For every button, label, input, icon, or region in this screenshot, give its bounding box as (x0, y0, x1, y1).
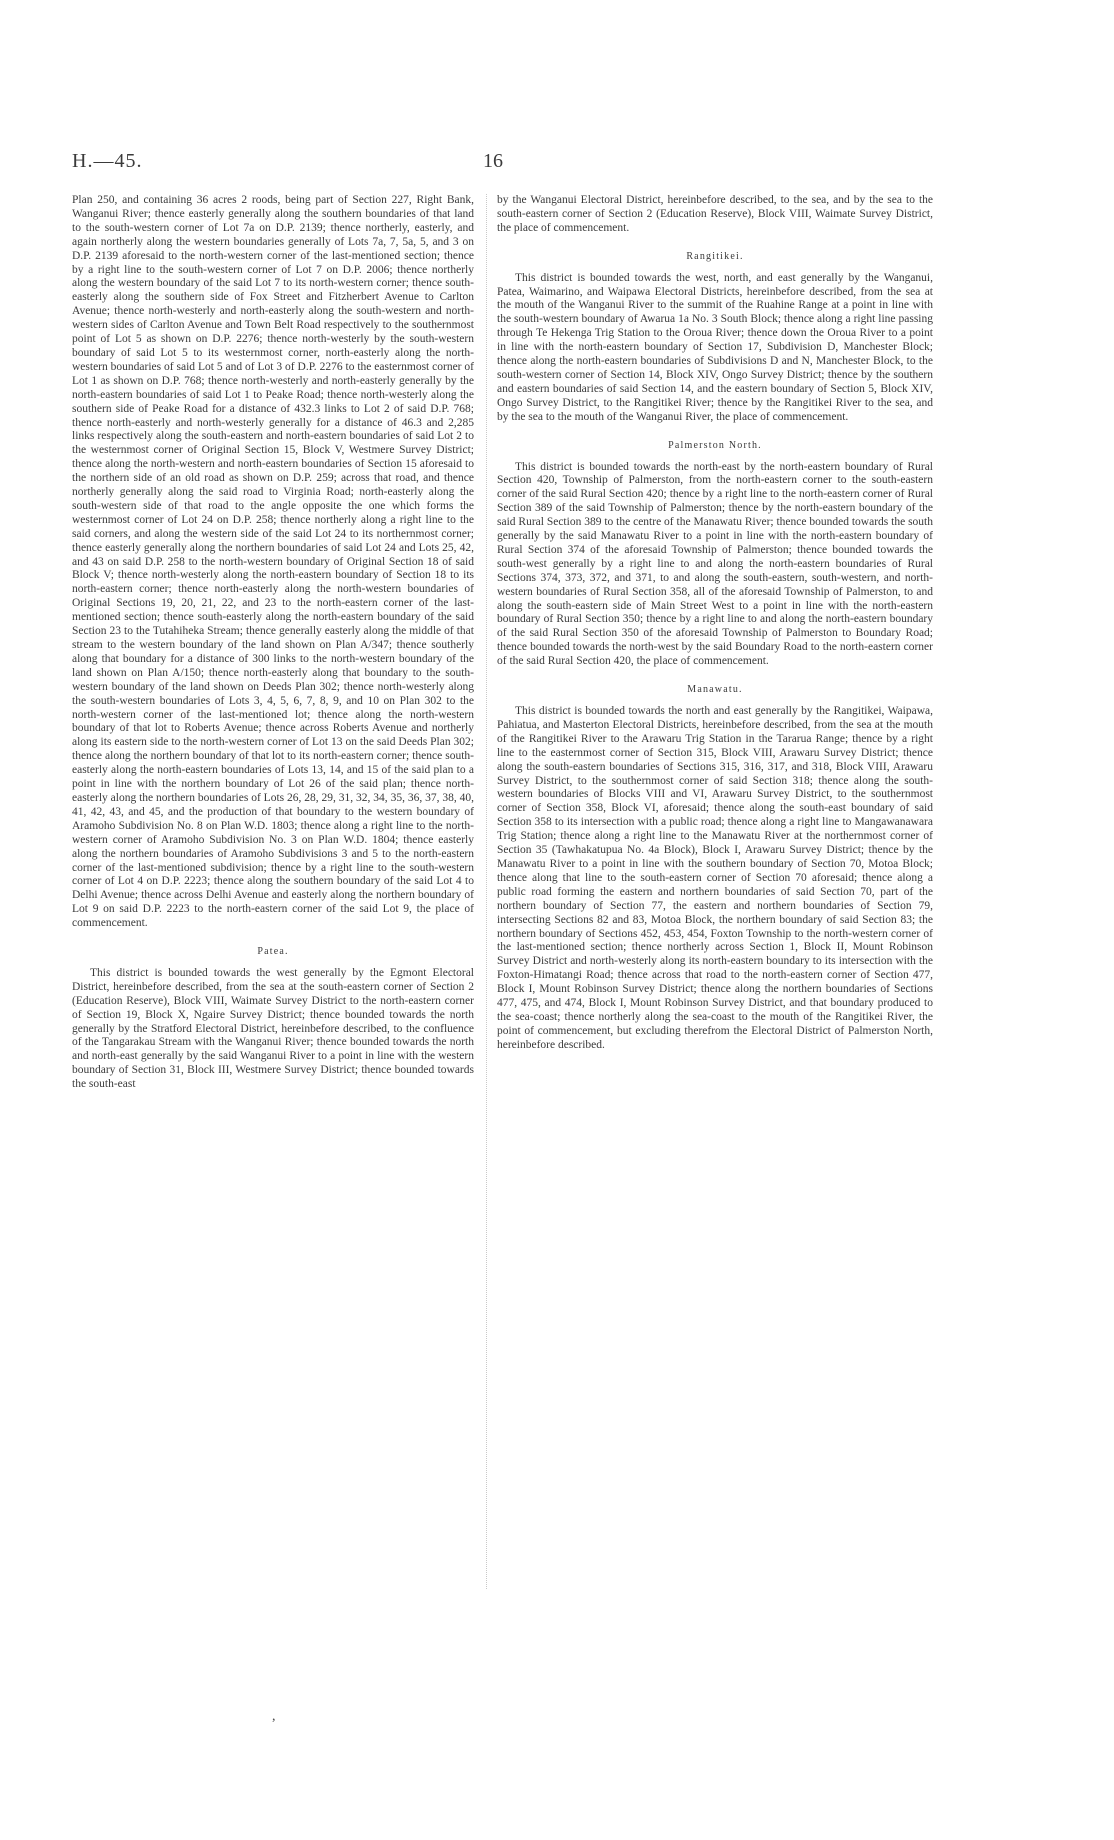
palmerston-north-text: This district is bounded towards the north-east by the north-eastern boundary of Rural Section 420, Township of Palmerston, from the north-eastern corner to the south-eastern corner of the said Rural Section 420; thence by a right line to the north-eastern corner of Rural Section 389 of the said Township of Palmerston; thence by the north-eastern boundary of the said Rural Section 389 to the centre of the Manawatu River; thence bounded towards the south generally by the said Manawatu River to a point in line with the north-eastern boundary of Rural Section 374 of the aforesaid Township of Palmerston; thence bounded towards the south-west generally by a right line to and along the north-eastern boundaries of Rural Sections 374, 373, 372, and 371, to and along the south-eastern, south-western, and north-western boundaries of Rural Section 358, all of the aforesaid Township of Palmerston, to and along the south-eastern side of Main Street West to a point in line with the north-eastern boundary of Rural Section 350; thence by a right line to and along the north-eastern boundary of the said Rural Section 350 of the aforesaid Township of Palmerston to Boundary Road; thence bounded towards the north-west by the said Boundary Road to the north-eastern corner of the said Rural Section 420, the place of commencement. (497, 460, 933, 668)
patea-continuation-text: by the Wanganui Electoral District, hereinbefore described, to the sea, and by the sea to the south-eastern corner of Section 2 (Education Reserve), Block VIII, Waimate Survey District, the place of commencement. (497, 194, 933, 234)
stray-mark: , (272, 1709, 276, 1724)
document-reference: H.—45. (72, 150, 143, 172)
wanganui-continuation-text: Plan 250, and containing 36 acres 2 roods, being part of Section 227, Right Bank, Wanganui River; thence easterly generally along the southern boundaries of that land to the south-western corner of Lot 7a on D.P. 2139; thence northerly, easterly, and again northerly along the western boundaries generally of Lots 7a, 7, 5a, 5, and 3 on D.P. 2139 aforesaid to the north-western corner of the last-mentioned section; thence by a right line to the south-western corner of Lot 7 on D.P. 2006; thence northerly along the western boundary of the said Lot 7 to its north-western corner; thence south-easterly along the southern side of Fox Street and Fitzherbert Avenue to Carlton Avenue; thence north-westerly and north-easterly along the south-western and north-western sides of Carlton Avenue and Town Belt Road respectively to the southernmost point of Lot 5 as shown on D.P. 2276; thence north-westerly by the south-western boundary of said Lot 5 to its westernmost corner, north-easterly along the north-western boundaries of said Lot 5 and of Lot 3 of D.P. 2276 to the easternmost corner of Lot 1 as shown on D.P. 768; thence north-westerly and north-easterly generally by the north-eastern boundaries of said Lot 1 to Peake Road; thence north-westerly along the southern side of Peake Road for a distance of 432.3 links to Lot 2 of said D.P. 768; thence north-easterly and north-westerly generally for a distance of 46.3 and 2,285 links respectively along the south-eastern and north-eastern boundaries of said Lot 2 to the westernmost corner of Original Section 15, Block V, Westmere Survey District; thence along the north-western and north-eastern boundaries of Section 15 aforesaid to the northern side of an old road as shown on D.P. 259; across that road, and thence northerly generally along the said road to Virginia Road; north-easterly along the south-western side of that road to the angle opposite the one which forms the westernmost corner of Lot 24 on D.P. 258; thence northerly along a right line to the said corners, and along the western side of the said Lot 24 to its northernmost corner; thence easterly generally along the northern boundaries of said Lot 24 and Lots 25, 42, and 43 on said D.P. 258 to the north-western boundary of Original Section 18 of said Block V; thence north-westerly along the north-eastern boundary of Section 18 to its north-eastern corner; thence north-easterly along the north-western boundaries of Original Sections 19, 20, 21, 22, and 23 to the north-eastern corner of the last-mentioned section; thence south-easterly along the north-eastern boundary of the said Section 23 to the Tutahiheka Stream; thence generally easterly along the middle of that stream to the western boundary of the land shown on Plan A/347; thence southerly along that boundary for a distance of 300 links to the north-western boundary of the land shown on Plan A/150; thence north-easterly along that boundary to the south-western boundary of the land shown on Deeds Plan 302; thence north-westerly along the south-western boundaries of Lots 3, 4, 5, 6, 7, 8, 9, and 10 on Plan 302 to the north-western corner of the last-mentioned lot; thence along the north-western boundary of that lot to Roberts Avenue; thence across Roberts Avenue and northerly along its eastern side to the north-western corner of Lot 13 on the said Deeds Plan 302; thence along the northern boundary of that lot to its north-eastern corner; thence south-easterly along the north-eastern boundaries of Lots 13, 14, and 15 of the said plan to a point in line with the northern boundary of Lot 26 of the said plan; thence north-easterly along the northern boundaries of Lots 26, 28, 29, 31, 32, 34, 35, 36, 37, 38, 40, 41, 42, 43, and 45, and the production of that boundary to the western boundary of Aramoho Subdivision No. 8 on Plan W.D. 1803; thence along a right line to the north-western corner of Aramoho Subdivision No. 3 on Plan W.D. 1804; thence easterly along the northern boundaries of Aramoho Subdivisions 3 and 5 to the north-eastern corner of the last-mentioned subdivision; thence by a right line to the south-western corner of Lot 4 on D.P. 2223; thence along the southern boundary of the said Lot 4 to Delhi Avenue; thence across Delhi Avenue and easterly along the northern boundary of Lot 9 on said D.P. 2223 to the north-eastern corner of the said Lot 9, the place of commencement. (72, 194, 474, 930)
rangitikei-text: This district is bounded towards the west, north, and east generally by the Wanganui, Patea, Waimarino, and Waipawa Electoral Districts, hereinbefore described, from the sea at the mouth of the Wanganui River to the summit of the Ruahine Range at a point in line with the south-western boundary of Awarua 1a No. 3 South Block; thence along a right line passing through Te Hekenga Trig Station to the Oroua River; thence down the Oroua River to a point in line with the north-eastern boundary of Section 17, Subdivision D, Manchester Block; thence along the north-eastern boundaries of Subdivisions D and N, Manchester Block, to the south-western corner of Section 14, Block XIV, Ongo Survey District; thence by the southern and eastern boundaries of said Section 14, and the eastern boundary of Section 5, Block XIV, Ongo Survey District, to the Rangitikei River; thence by the Rangitikei River to the sea, and by the sea to the mouth of the Wanganui River, the place of commencement. (497, 271, 933, 423)
section-heading-palmerston-north: Palmerston North. (668, 439, 762, 451)
left-column (72, 194, 474, 1092)
section-heading-patea: Patea. (257, 946, 289, 958)
right-column (497, 194, 933, 1053)
page-number: 16 (483, 150, 503, 172)
manawatu-text: This district is bounded towards the north and east generally by the Rangitikei, Waipawa, Pahiatua, and Masterton Electoral Districts, hereinbefore described, from the sea at the mouth of the Rangitikei River to the Arawaru Trig Station in the Tararua Range; thence by a right line to the easternmost corner of Section 315, Block VIII, Arawaru Survey District; thence along the south-eastern boundaries of Sections 315, 316, 317, and 318, Block VIII, Arawaru Survey District, to the southernmost corner of said Section 318; thence along the south-western boundaries of Blocks VIII and VI, Arawaru Survey District, to the southernmost corner of Section 358, Block VI, aforesaid; thence along the south-east boundary of said Section 358 to its intersection with a public road; thence along a right line to Mangawanawara Trig Station; thence along a right line to the Manawatu River at the northernmost corner of Section 35 (Tawhakatupua No. 4a Block), Block I, Arawaru Survey District; thence by the Manawatu River to a point in line with the southern boundary of Section 70, Motoa Block; thence along that line to the south-eastern corner of Section 70 aforesaid; thence along a public road forming the eastern and northern boundaries of said Section 70, part of the northern boundary of Section 77, the eastern and northern boundaries of Section 79, intersecting Sections 82 and 83, Motoa Block, the northern boundary of said Section 83; the northern boundary of Sections 452, 453, 454, Foxton Township to the north-western corner of the last-mentioned section; thence northerly across Section 1, Block II, Mount Robinson Survey District and north-westerly along its north-eastern boundary to its intersection with the Foxton-Himatangi Road; thence across that road to the north-eastern corner of Section 477, Block I, Mount Robinson Survey District; thence along the northern boundaries of Sections 477, 475, and 474, Block I, Mount Robinson Survey District, and that boundary produced to the sea-coast; thence northerly along the sea-coast to the mouth of the Rangitikei River, the point of commencement, but excluding therefrom the Electoral District of Palmerston North, hereinbefore described. (497, 705, 933, 1051)
patea-text: This district is bounded towards the west generally by the Egmont Electoral District, hereinbefore described, from the sea at the south-eastern corner of Section 2 (Education Reserve), Block VIII, Waimate Survey District to the north-eastern corner of Section 19, Block X, Ngaire Survey District; thence bounded towards the north generally by the Stratford Electoral District, hereinbefore described, to the confluence of the Tangarakau Stream with the Wanganui River; thence bounded towards the north and north-east generally by the said Wanganui River to a point in line with the western boundary of Section 31, Block III, Westmere Survey District; thence bounded towards the south-east (72, 966, 474, 1091)
column-divider (486, 194, 487, 1589)
section-heading-rangitikei: Rangitikei. (686, 250, 744, 262)
section-heading-manawatu: Manawatu. (687, 684, 743, 696)
